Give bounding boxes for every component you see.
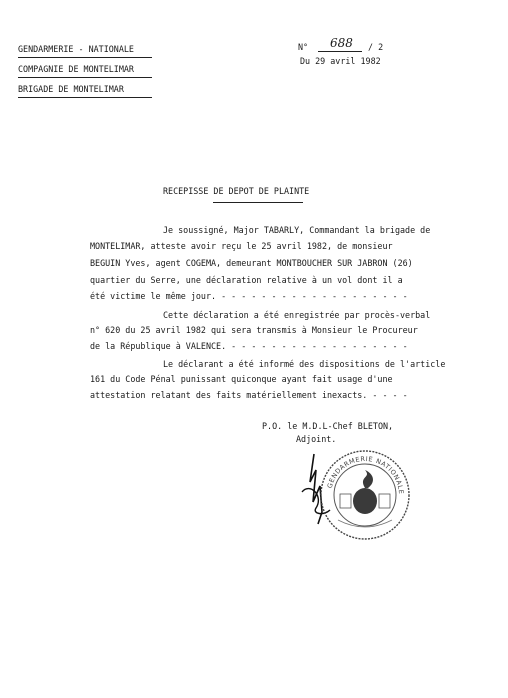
reference-prefix: N° [298, 42, 309, 52]
reference-number: 688 [330, 36, 353, 50]
body-line: n° 620 du 25 avril 1982 qui sera transmis à Monsieur le Procureur [90, 325, 418, 335]
body-line: attestation relatant des faits matériellement inexacts. - - - - [90, 390, 408, 400]
header-divider [18, 57, 152, 58]
body-line: Le déclarant a été informé des dispositions de l'article [163, 359, 446, 369]
header-brigade: BRIGADE DE MONTELIMAR [18, 84, 124, 94]
body-line: quartier du Serre, une déclaration relative à un vol dont il a [90, 275, 403, 285]
seal-text: GENDARMERIE NATIONALE [325, 454, 406, 495]
header-divider [18, 97, 152, 98]
body-line: de la République à VALENCE. - - - - - - - - - - - - - - - - - - [90, 341, 408, 351]
signature-title: Adjoint. [296, 434, 337, 444]
body-line: été victime le même jour. - - - - - - - - - - - - - - - - - - - [90, 291, 408, 301]
header-gendarmerie: GENDARMERIE - NATIONALE [18, 44, 134, 54]
body-line: MONTELIMAR, atteste avoir reçu le 25 avril 1982, de monsieur [90, 241, 393, 251]
official-seal [318, 448, 412, 542]
body-line: BEGUIN Yves, agent COGEMA, demeurant MONTBOUCHER SUR JABRON (26) [90, 258, 413, 268]
document-date: Du 29 avril 1982 [300, 56, 381, 66]
body-line: 161 du Code Pénal punissant quiconque ayant fait usage d'une [90, 374, 393, 384]
signature-name: P.O. le M.D.L-Chef BLETON, [262, 421, 394, 431]
header-divider [18, 77, 152, 78]
document-title: RECEPISSE DE DEPOT DE PLAINTE [163, 186, 310, 196]
header-compagnie: COMPAGNIE DE MONTELIMAR [18, 64, 134, 74]
body-line: Je soussigné, Major TABARLY, Commandant la brigade de [163, 225, 431, 235]
reference-suffix: / 2 [368, 42, 384, 52]
body-line: Cette déclaration a été enregistrée par procès-verbal [163, 310, 431, 320]
reference-underline [318, 51, 362, 52]
title-underline [213, 202, 303, 203]
